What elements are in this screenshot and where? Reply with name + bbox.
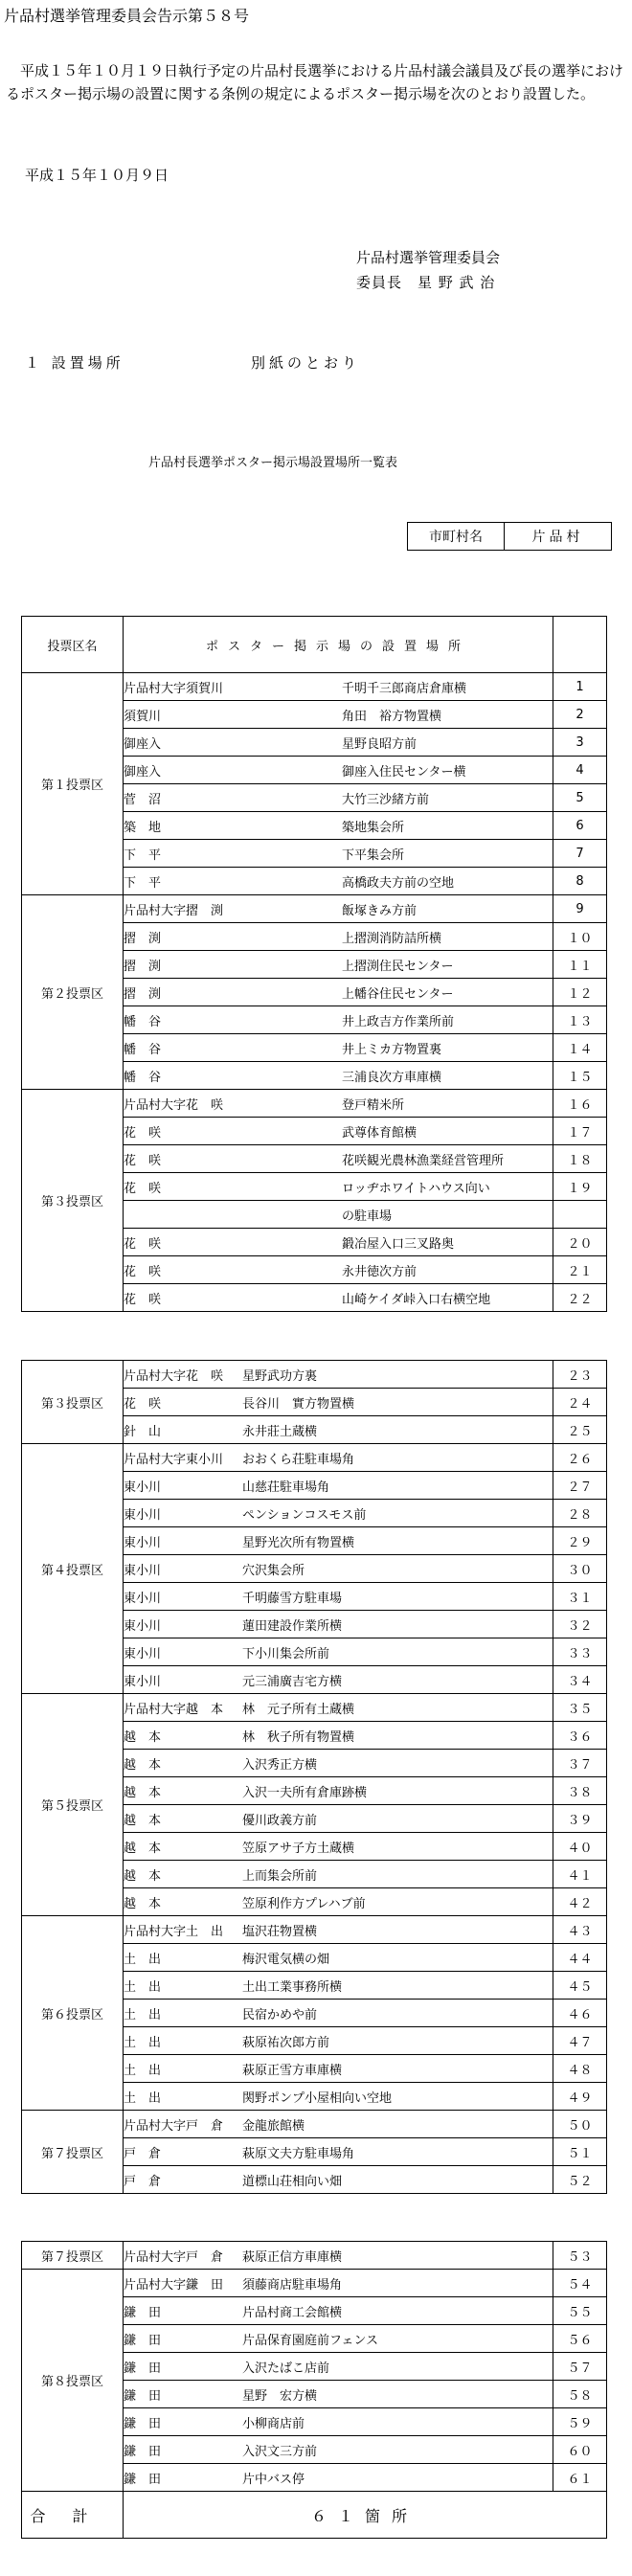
- number-cell: ２２: [553, 1284, 607, 1312]
- number-cell: ４３: [553, 1916, 607, 1944]
- address-cell: 越 本: [124, 1805, 239, 1833]
- table-header: [22, 617, 607, 673]
- address-cell: 戸 倉: [124, 2166, 239, 2194]
- district-name: 第６投票区: [22, 1916, 124, 2111]
- place-cell: 林 秋子所有物置横: [238, 1722, 553, 1750]
- number-cell: ３７: [553, 1750, 607, 1777]
- number-cell: １０: [553, 923, 607, 951]
- address-cell: 越 本: [124, 1861, 239, 1888]
- address-cell: 東小川: [124, 1638, 239, 1666]
- number-cell: 4: [553, 757, 607, 784]
- address-cell: 摺 渕: [124, 951, 339, 979]
- number-cell: ３８: [553, 1777, 607, 1805]
- place-cell: 笠原アサ子方土蔵横: [238, 1833, 553, 1861]
- address-cell: 鎌 田: [124, 2297, 239, 2325]
- number-cell: 9: [553, 895, 607, 923]
- number-cell: １７: [553, 1118, 607, 1145]
- place-cell: 井上政吉方作業所前: [338, 1006, 553, 1034]
- table-row: [22, 2111, 607, 2138]
- place-cell: 星野武功方裏: [238, 1361, 553, 1389]
- place-cell: 千明千三郎商店倉庫横: [338, 673, 553, 701]
- number-cell: ５８: [553, 2381, 607, 2408]
- number-cell: ３９: [553, 1805, 607, 1833]
- place-cell: 星野光次所有物置横: [238, 1527, 553, 1555]
- place-cell: 片中バス停: [238, 2464, 553, 2492]
- number-cell: ４９: [553, 2083, 607, 2111]
- number-cell: ２３: [553, 1361, 607, 1389]
- place-cell: 塩沢荘物置横: [238, 1916, 553, 1944]
- list-title: 片品村長選挙ポスター掲示場設置場所一覧表: [148, 456, 398, 470]
- address-cell: 須賀川: [124, 701, 339, 729]
- table-row: [22, 1444, 607, 1472]
- address-cell: 片品村大字東小川: [124, 1444, 239, 1472]
- place-cell: おおくら荘駐車場角: [238, 1444, 553, 1472]
- number-cell: ２４: [553, 1389, 607, 1416]
- place-cell: 上摺渕消防詰所横: [338, 923, 553, 951]
- place-cell: 井上ミカ方物置裏: [338, 1034, 553, 1062]
- address-cell: 東小川: [124, 1666, 239, 1694]
- address-cell: [124, 1201, 339, 1229]
- header-number: [553, 617, 607, 673]
- address-cell: 片品村大字戸 倉: [124, 2111, 239, 2138]
- number-cell: ４６: [553, 2000, 607, 2027]
- place-cell: 御座入住民センター横: [338, 757, 553, 784]
- poster-board-table-page-3: [21, 2241, 607, 2539]
- table-row: [22, 673, 607, 701]
- place-cell: 元三浦廣吉宅方横: [238, 1666, 553, 1694]
- address-cell: 鎌 田: [124, 2464, 239, 2492]
- address-cell: 戸 倉: [124, 2138, 239, 2166]
- place-cell: 山慈荘駐車場角: [238, 1472, 553, 1500]
- number-cell: ４５: [553, 1972, 607, 2000]
- address-cell: 土 出: [124, 2083, 239, 2111]
- number-cell: ４４: [553, 1944, 607, 1972]
- issuer-name: 片品村選挙管理委員会: [356, 249, 501, 266]
- place-cell: 入沢一夫所有倉庫跡横: [238, 1777, 553, 1805]
- place-cell: 萩原祐次郎方前: [238, 2027, 553, 2055]
- number-cell: [553, 1201, 607, 1229]
- address-cell: 片品村大字摺 渕: [124, 895, 339, 923]
- place-cell: 道標山荘相向い畑: [238, 2166, 553, 2194]
- district-name: 第５投票区: [22, 1694, 124, 1916]
- address-cell: 片品村大字鎌 田: [124, 2270, 239, 2297]
- address-cell: 片品村大字越 本: [124, 1694, 239, 1722]
- place-cell: 鍛冶屋入口三叉路奥: [338, 1229, 553, 1256]
- number-cell: ６０: [553, 2436, 607, 2464]
- address-cell: 越 本: [124, 1833, 239, 1861]
- address-cell: 下 平: [124, 840, 339, 868]
- number-cell: ３０: [553, 1555, 607, 1583]
- total-row: [22, 2492, 607, 2539]
- address-cell: 土 出: [124, 1944, 239, 1972]
- number-cell: 6: [553, 812, 607, 840]
- number-cell: ２６: [553, 1444, 607, 1472]
- location-value: 別紙のとおり: [251, 354, 361, 372]
- place-cell: 梅沢電気横の畑: [238, 1944, 553, 1972]
- number-cell: ３５: [553, 1694, 607, 1722]
- number-cell: ２７: [553, 1472, 607, 1500]
- notice-body: [6, 59, 626, 105]
- number-cell: ２１: [553, 1256, 607, 1284]
- number-cell: ５７: [553, 2353, 607, 2381]
- place-cell: の駐車場: [338, 1201, 553, 1229]
- notice-body-text: 平成１５年１０月１９日執行予定の片品村長選挙における片品村議会議員及び長の選挙におけるポスター掲示場の設置に関する条例の規定によるポスター掲示場を次のとおり設置した。: [6, 62, 624, 102]
- number-cell: 2: [553, 701, 607, 729]
- address-cell: 幡 谷: [124, 1034, 339, 1062]
- place-cell: 萩原文夫方駐車場角: [238, 2138, 553, 2166]
- address-cell: 越 本: [124, 1777, 239, 1805]
- number-cell: ２８: [553, 1500, 607, 1527]
- address-cell: 築 地: [124, 812, 339, 840]
- address-cell: 下 平: [124, 868, 339, 895]
- place-cell: 登戸精米所: [338, 1090, 553, 1118]
- table-row: [22, 1361, 607, 1389]
- header-district: 投票区名: [22, 617, 124, 673]
- number-cell: ２０: [553, 1229, 607, 1256]
- place-cell: 片品村商工会館横: [238, 2297, 553, 2325]
- number-cell: ５４: [553, 2270, 607, 2297]
- number-cell: ６１: [553, 2464, 607, 2492]
- district-name: 第２投票区: [22, 895, 124, 1090]
- address-cell: 御座入: [124, 757, 339, 784]
- district-name: 第１投票区: [22, 673, 124, 895]
- place-cell: ロッヂホワイトハウス向い: [338, 1173, 553, 1201]
- place-cell: 入沢秀正方横: [238, 1750, 553, 1777]
- header-place: ポスター掲示場の設置場所: [124, 617, 553, 673]
- place-cell: 花咲観光農林漁業経営管理所: [338, 1145, 553, 1173]
- address-cell: 土 出: [124, 2000, 239, 2027]
- number-cell: ５０: [553, 2111, 607, 2138]
- notice-title: 片品村選挙管理委員会告示第５８号: [4, 7, 250, 25]
- address-cell: 越 本: [124, 1888, 239, 1916]
- address-cell: 花 咲: [124, 1118, 339, 1145]
- number-cell: １５: [553, 1062, 607, 1090]
- address-cell: 摺 渕: [124, 979, 339, 1006]
- district-name: 第７投票区: [22, 2242, 124, 2270]
- place-cell: 土出工業事務所横: [238, 1972, 553, 2000]
- number-cell: １９: [553, 1173, 607, 1201]
- number-cell: ４７: [553, 2027, 607, 2055]
- address-cell: 幡 谷: [124, 1006, 339, 1034]
- district-name: 第３投票区: [22, 1090, 124, 1312]
- place-cell: 小柳商店前: [238, 2408, 553, 2436]
- number-cell: ４８: [553, 2055, 607, 2083]
- place-cell: 須藤商店駐車場角: [238, 2270, 553, 2297]
- place-cell: 穴沢集会所: [238, 1555, 553, 1583]
- place-cell: 永井徳次方前: [338, 1256, 553, 1284]
- address-cell: 摺 渕: [124, 923, 339, 951]
- place-cell: 萩原正信方車庫横: [238, 2242, 553, 2270]
- chair-name: 委員長 星 野 武 治: [356, 274, 496, 291]
- address-cell: 針 山: [124, 1416, 239, 1444]
- number-cell: １８: [553, 1145, 607, 1173]
- location-label: １ 設置場所: [25, 354, 124, 372]
- table-row: [22, 895, 607, 923]
- place-cell: 角田 裕方物置横: [338, 701, 553, 729]
- place-cell: 上摺渕住民センター: [338, 951, 553, 979]
- number-cell: 3: [553, 729, 607, 757]
- number-cell: ５５: [553, 2297, 607, 2325]
- address-cell: 鎌 田: [124, 2381, 239, 2408]
- place-cell: 笠原利作方プレハブ前: [238, 1888, 553, 1916]
- place-cell: 萩原正雪方車庫横: [238, 2055, 553, 2083]
- address-cell: 東小川: [124, 1472, 239, 1500]
- address-cell: 東小川: [124, 1555, 239, 1583]
- number-cell: ３２: [553, 1611, 607, 1638]
- municipality-box: [407, 522, 612, 551]
- place-cell: 片品保育園庭前フェンス: [238, 2325, 553, 2353]
- address-cell: 東小川: [124, 1500, 239, 1527]
- place-cell: 金龍旅館横: [238, 2111, 553, 2138]
- poster-board-table-page-1: [21, 616, 607, 1312]
- place-cell: 蓮田建設作業所横: [238, 1611, 553, 1638]
- municipality-value: 片品村: [531, 530, 584, 545]
- number-cell: ５３: [553, 2242, 607, 2270]
- address-cell: 土 出: [124, 2027, 239, 2055]
- table-row: [22, 2270, 607, 2297]
- number-cell: １３: [553, 1006, 607, 1034]
- number-cell: 7: [553, 840, 607, 868]
- number-cell: 5: [553, 784, 607, 812]
- address-cell: 土 出: [124, 1972, 239, 2000]
- address-cell: 片品村大字須賀川: [124, 673, 339, 701]
- place-cell: 大竹三沙緒方前: [338, 784, 553, 812]
- place-cell: 下平集会所: [338, 840, 553, 868]
- place-cell: 優川政義方前: [238, 1805, 553, 1833]
- district-name: 第３投票区: [22, 1361, 124, 1444]
- place-cell: 築地集会所: [338, 812, 553, 840]
- place-cell: 三浦良次方車庫横: [338, 1062, 553, 1090]
- number-cell: １４: [553, 1034, 607, 1062]
- number-cell: ２９: [553, 1527, 607, 1555]
- number-cell: ３３: [553, 1638, 607, 1666]
- number-cell: ５６: [553, 2325, 607, 2353]
- place-cell: 高橋政夫方前の空地: [338, 868, 553, 895]
- address-cell: 菅 沼: [124, 784, 339, 812]
- number-cell: １２: [553, 979, 607, 1006]
- address-cell: 鎌 田: [124, 2436, 239, 2464]
- address-cell: 片品村大字土 出: [124, 1916, 239, 1944]
- address-cell: 東小川: [124, 1583, 239, 1611]
- address-cell: 越 本: [124, 1722, 239, 1750]
- poster-board-table-page-2: [21, 1360, 607, 2194]
- address-cell: 御座入: [124, 729, 339, 757]
- total-value: ６１箇所: [124, 2492, 607, 2539]
- number-cell: ３６: [553, 1722, 607, 1750]
- address-cell: 花 咲: [124, 1284, 339, 1312]
- table-row: [22, 1090, 607, 1118]
- place-cell: 関野ポンプ小屋相向い空地: [238, 2083, 553, 2111]
- address-cell: 土 出: [124, 2055, 239, 2083]
- number-cell: 1: [553, 673, 607, 701]
- place-cell: 下小川集会所前: [238, 1638, 553, 1666]
- address-cell: 鎌 田: [124, 2325, 239, 2353]
- place-cell: 星野 宏方横: [238, 2381, 553, 2408]
- district-name: 第８投票区: [22, 2270, 124, 2492]
- number-cell: ４０: [553, 1833, 607, 1861]
- number-cell: 8: [553, 868, 607, 895]
- number-cell: ３１: [553, 1583, 607, 1611]
- number-cell: ５９: [553, 2408, 607, 2436]
- address-cell: 花 咲: [124, 1389, 239, 1416]
- place-cell: 入沢文三方前: [238, 2436, 553, 2464]
- address-cell: 花 咲: [124, 1229, 339, 1256]
- number-cell: ４１: [553, 1861, 607, 1888]
- place-cell: 長谷川 實方物置横: [238, 1389, 553, 1416]
- number-cell: ４２: [553, 1888, 607, 1916]
- address-cell: 鎌 田: [124, 2408, 239, 2436]
- place-cell: 飯塚きみ方前: [338, 895, 553, 923]
- total-label: 合計: [22, 2492, 124, 2539]
- address-cell: 東小川: [124, 1527, 239, 1555]
- address-cell: 東小川: [124, 1611, 239, 1638]
- address-cell: 片品村大字花 咲: [124, 1090, 339, 1118]
- notice-date: 平成１５年１０月９日: [25, 167, 169, 184]
- table-row: [22, 1916, 607, 1944]
- place-cell: 入沢たばこ店前: [238, 2353, 553, 2381]
- address-cell: 片品村大字戸 倉: [124, 2242, 239, 2270]
- number-cell: ５２: [553, 2166, 607, 2194]
- place-cell: 上幡谷住民センター: [338, 979, 553, 1006]
- district-name: 第７投票区: [22, 2111, 124, 2194]
- number-cell: １６: [553, 1090, 607, 1118]
- place-cell: 林 元子所有土蔵横: [238, 1694, 553, 1722]
- address-cell: 花 咲: [124, 1256, 339, 1284]
- municipality-label: 市町村名: [408, 523, 505, 550]
- place-cell: 山崎ケイダ峠入口右横空地: [338, 1284, 553, 1312]
- address-cell: 片品村大字花 咲: [124, 1361, 239, 1389]
- place-cell: 民宿かめや前: [238, 2000, 553, 2027]
- address-cell: 幡 谷: [124, 1062, 339, 1090]
- address-cell: 花 咲: [124, 1173, 339, 1201]
- district-name: 第４投票区: [22, 1444, 124, 1694]
- address-cell: 鎌 田: [124, 2353, 239, 2381]
- place-cell: ペンションコスモス前: [238, 1500, 553, 1527]
- number-cell: １１: [553, 951, 607, 979]
- place-cell: 千明藤雪方駐車場: [238, 1583, 553, 1611]
- number-cell: ２５: [553, 1416, 607, 1444]
- place-cell: 星野良昭方前: [338, 729, 553, 757]
- address-cell: 花 咲: [124, 1145, 339, 1173]
- table-row: [22, 1694, 607, 1722]
- place-cell: 永井莊土蔵横: [238, 1416, 553, 1444]
- number-cell: ５１: [553, 2138, 607, 2166]
- place-cell: 上而集会所前: [238, 1861, 553, 1888]
- address-cell: 越 本: [124, 1750, 239, 1777]
- number-cell: ３４: [553, 1666, 607, 1694]
- place-cell: 武尊体育館横: [338, 1118, 553, 1145]
- table-row: [22, 2242, 607, 2270]
